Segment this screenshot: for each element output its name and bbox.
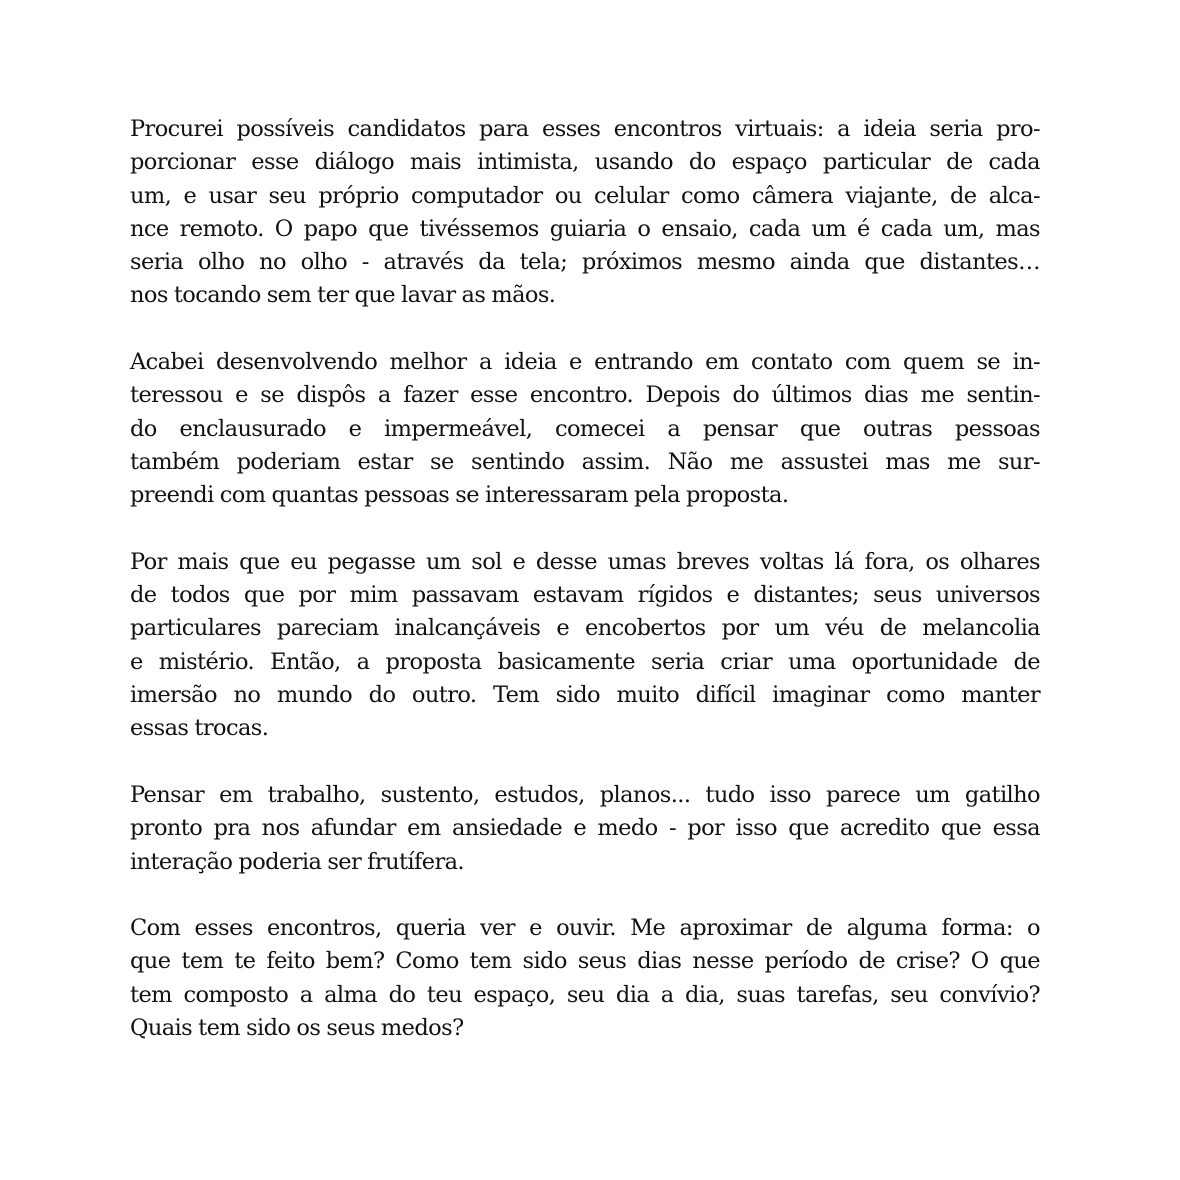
text-line: nos tocando sem ter que lavar as mãos. [130, 282, 556, 309]
text-line: e mistério. Então, a proposta basicamente seria criar uma oportunidade de [130, 648, 1040, 675]
text-line: tem composto a alma do teu espaço, seu dia a dia, suas tarefas, seu convívio? [130, 981, 1040, 1008]
text-line: porcionar esse diálogo mais intimista, usando do espaço particular de cada [130, 149, 1040, 176]
text-line: um, e usar seu próprio computador ou celular como câmera viajante, de alca- [130, 182, 1040, 209]
text-line: particulares pareciam inalcançáveis e encobertos por um véu de melancolia [130, 615, 1040, 642]
text-line: imersão no mundo do outro. Tem sido muito difícil imaginar como manter [130, 682, 1040, 709]
text-line: essas trocas. [130, 715, 269, 742]
paragraph-2 [130, 346, 1040, 512]
text-line: Por mais que eu pegasse um sol e desse umas breves voltas lá fora, os olhares [130, 548, 1040, 575]
text-line: Quais tem sido os seus medos? [130, 1015, 464, 1042]
text-line: do enclausurado e impermeável, comecei a pensar que outras pessoas [130, 415, 1040, 442]
text-line: preendi com quantas pessoas se interessaram pela proposta. [130, 482, 789, 509]
paragraph-5 [130, 912, 1040, 1045]
text-line: Pensar em trabalho, sustento, estudos, planos... tudo isso parece um gatilho [130, 781, 1040, 808]
paragraph-1 [130, 113, 1040, 313]
text-line: Acabei desenvolvendo melhor a ideia e entrando em contato com quem se in- [130, 349, 1040, 376]
text-line: interação poderia ser frutífera. [130, 848, 464, 875]
text-line: de todos que por mim passavam estavam rígidos e distantes; seus universos [130, 582, 1040, 609]
text-line: também poderiam estar se sentindo assim. Não me assustei mas me sur- [130, 448, 1040, 475]
text-line: seria olho no olho - através da tela; próximos mesmo ainda que distantes… [130, 249, 1040, 276]
text-line: pronto pra nos afundar em ansiedade e medo - por isso que acredito que essa [130, 815, 1040, 842]
text-line: Procurei possíveis candidatos para esses encontros virtuais: a ideia seria pro- [130, 116, 1040, 142]
document-page [130, 113, 1040, 1079]
text-line: Com esses encontros, queria ver e ouvir. Me aproximar de alguma forma: o [130, 915, 1040, 942]
paragraph-3 [130, 546, 1040, 746]
text-line: que tem te feito bem? Como tem sido seus dias nesse período de crise? O que [130, 948, 1040, 975]
text-line: nce remoto. O papo que tivéssemos guiaria o ensaio, cada um é cada um, mas [130, 215, 1040, 242]
paragraph-4 [130, 779, 1040, 879]
text-line: teressou e se dispôs a fazer esse encontro. Depois do últimos dias me sentin- [130, 382, 1040, 409]
